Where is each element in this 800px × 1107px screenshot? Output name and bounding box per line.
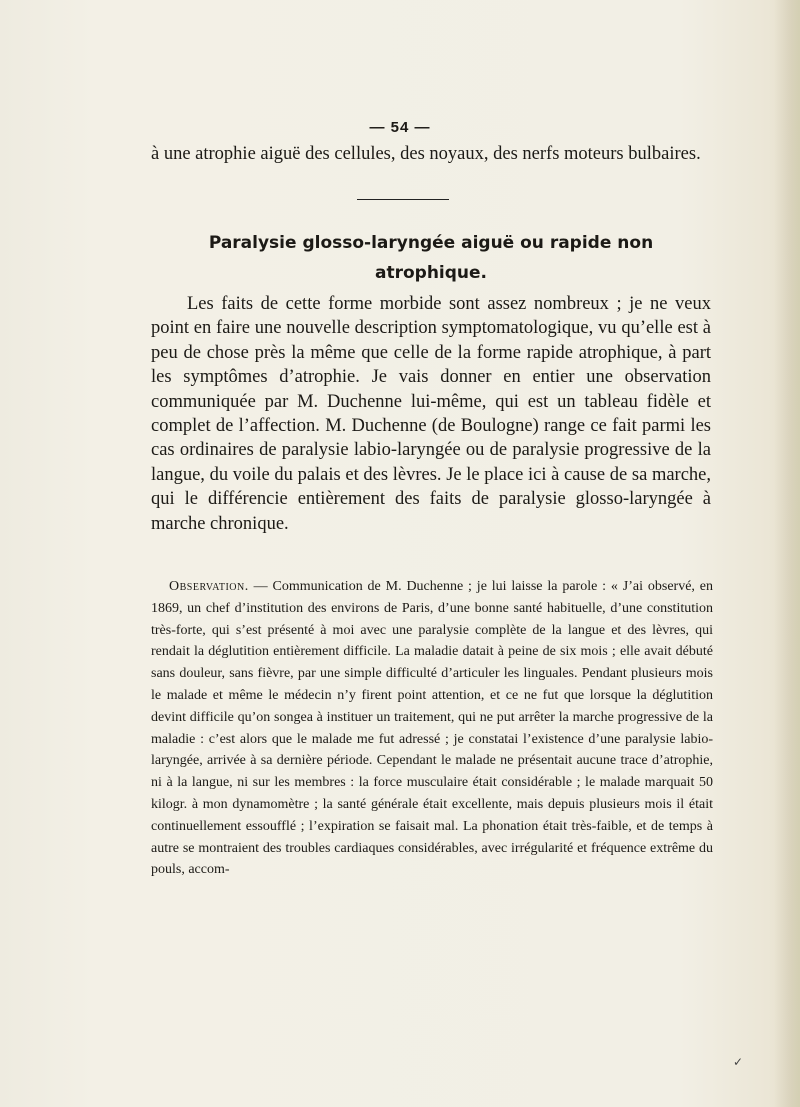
intro-text: à une atrophie aiguë des cellules, des noyaux, des nerfs moteurs bulbaires. bbox=[151, 144, 701, 164]
observation-label: Observation. bbox=[169, 579, 249, 594]
heading-line-1: Paralysie glosso-laryngée aiguë ou rapide non bbox=[208, 233, 654, 253]
margin-mark: ✓ bbox=[733, 1055, 744, 1069]
page-edge-shadow bbox=[774, 0, 800, 1107]
body-paragraph: Les faits de cette forme morbide sont assez nombreux ; je ne veux point en faire une nouvelle description symptomatologique, vu qu’elle est à peu de chose près la même que celle de la forme rapide atrophique, à part les symptômes d’atrophie. Je vais donner en entier une observation communiquée par M. Duchenne lui-même, qui est un tableau fidèle et complet de l’affection. M. Duchenne (de Boulogne) range ce fait parmi les cas ordinaires de paralysie labio-laryngée ou de paralysie progressive de la langue, du voile du palais et des lèvres. Je le place ici à cause de sa marche, qui le différencie entièrement des faits de paralysie glosso-laryngée à marche chronique. bbox=[151, 294, 711, 534]
page-number: — 54 — bbox=[369, 119, 431, 136]
heading-line-2: atrophique. bbox=[374, 263, 488, 283]
observation-paragraph bbox=[151, 576, 713, 881]
observation-text: — Communication de M. Duchenne ; je lui laisse la parole : « J’ai observé, en 1869, un chef d’institution des environs de Paris, d’une bonne santé habituelle, d’une constitution très-forte, qui s’est présenté à moi avec une paralysie complète de la langue et des lèvres, qui rendait la déglutition entièrement difficile. La maladie datait à peine de six mois ; elle avait débuté sans douleur, sans fièvre, par une simple difficulté d’articuler les linguales. Pendant plusieurs mois le malade et même le médecin n’y firent point attention, et ce ne fut que lorsque la déglutition devint difficile qu’on songea à instituer un traitement, qui ne put arrêter la marche progressive de la maladie : c’est alors que le malade me fut adressé ; je constatai l’existence d’une paralysie labio-laryngée, arrivée à sa dernière période. Cependant le malade ne présentait aucune trace d’atrophie, ni à la langue, ni sur les membres : la force musculaire était considérable ; le malade marquait 50 kilogr. à mon dynamomètre ; la santé générale était excellente, mais depuis plusieurs mois il était continuellement essoufflé ; l’expiration se faisait mal. La phonation était très-faible, et de temps à autre se montraient des troubles cardiaques considérables, avec irrégularité et fréquence extrême du pouls, accom- bbox=[151, 579, 713, 878]
section-divider bbox=[357, 199, 449, 200]
section-heading bbox=[151, 228, 711, 288]
